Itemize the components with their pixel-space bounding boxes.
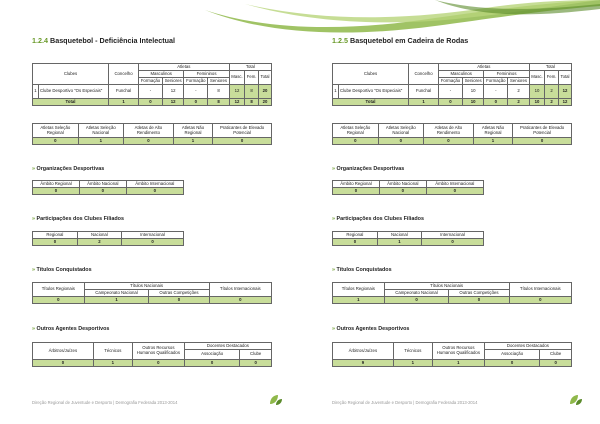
cell: 0 <box>33 360 94 367</box>
header-cell: Títulos Internacionais <box>209 283 271 297</box>
cell: 2 <box>508 85 529 99</box>
header-cell: Atletas Seleção Regional <box>333 124 379 138</box>
table-row <box>33 85 272 99</box>
header-masculinos: Masculinos <box>439 71 484 78</box>
cell: Funchal <box>109 85 139 99</box>
header-fem: Fem. <box>245 71 259 85</box>
cell: 2 <box>508 99 529 106</box>
cell: 8 <box>208 99 229 106</box>
table-row <box>333 297 572 304</box>
header-cell: Títulos Internacionais <box>509 283 571 297</box>
cell: 0 <box>378 138 423 145</box>
header-total-col: Total <box>258 71 271 85</box>
header-cell: Praticantes de Elevado Potencial <box>213 124 272 138</box>
cell: 0 <box>123 138 173 145</box>
header-seniores-f: Seniores <box>208 78 229 85</box>
cell: 10 <box>529 85 545 99</box>
cell: - <box>184 85 208 99</box>
heading-text: Organizações Desportivas <box>336 166 405 172</box>
heading-text: Participações dos Clubes Filiados <box>336 216 424 222</box>
cell: 0 <box>213 138 272 145</box>
header-formacao: Formação <box>439 78 463 85</box>
cell: - <box>439 85 463 99</box>
header-cell: Regional <box>333 232 378 239</box>
cell: 1 <box>109 99 139 106</box>
cell: - <box>139 85 163 99</box>
table-row <box>333 138 572 145</box>
header-masc: Masc. <box>529 71 545 85</box>
cell: 0 <box>184 360 239 367</box>
participations-table <box>32 231 184 246</box>
athletes-table <box>32 63 272 106</box>
header-femininos: Femininos <box>484 71 529 78</box>
header-masculinos: Masculinos <box>139 71 184 78</box>
section-heading: » Outros Agentes Desportivos <box>32 326 110 332</box>
table-row <box>333 85 572 99</box>
cell: 0 <box>422 239 484 246</box>
cell: 12 <box>162 85 183 99</box>
header-cell: Âmbito Internacional <box>126 181 183 188</box>
header-cell: Clube <box>540 350 572 360</box>
cell: 2 <box>77 239 121 246</box>
cell: 0 <box>33 188 80 195</box>
cell: 0 <box>209 297 271 304</box>
cell: 1 <box>33 85 39 99</box>
cell: 12 <box>162 99 183 106</box>
cell: 8 <box>245 99 259 106</box>
cell: 0 <box>509 297 571 304</box>
header-cell: Clube <box>240 350 272 360</box>
section-heading: » Organizações Desportivas <box>32 166 105 172</box>
section-title-text: Basquetebol - Deficiência Intelectual <box>50 36 176 45</box>
header-cell: Atletas Não Regional <box>173 124 212 138</box>
cell: 0 <box>333 239 378 246</box>
section-title <box>332 36 468 45</box>
header-cell: Atletas Seleção Nacional <box>78 124 123 138</box>
cell: 0 <box>33 138 79 145</box>
agents-table <box>332 342 572 367</box>
header-cell: Campeonato Nacional <box>384 290 449 297</box>
table-row <box>33 188 184 195</box>
cell: 0 <box>333 188 380 195</box>
section-heading: » Títulos Conquistados <box>32 267 92 273</box>
header-cell: Associação <box>184 350 239 360</box>
header-cell: Âmbito Nacional <box>79 181 126 188</box>
header-cell: Atletas de Alto Rendimento <box>423 124 473 138</box>
cell: 10 <box>529 99 545 106</box>
cell: 0 <box>540 360 572 367</box>
cell: 12 <box>558 85 571 99</box>
cell: Clube Desportivo "Os Especiais" <box>339 85 409 99</box>
header-clubes: Clubes <box>33 64 109 85</box>
cell: 1 <box>333 297 385 304</box>
header-cell: Âmbito Internacional <box>426 181 483 188</box>
cell: 0 <box>33 297 85 304</box>
header-fem: Fem. <box>545 71 559 85</box>
section-number: 1.2.4 <box>32 36 48 45</box>
total-row <box>33 99 272 106</box>
cell: 0 <box>384 297 449 304</box>
cell: 10 <box>462 85 483 99</box>
cell: 8 <box>208 85 229 99</box>
header-cell: Árbitros/Juízes <box>33 343 94 360</box>
header-cell: Docentes Destacados <box>184 343 271 350</box>
section-title-text: Basquetebol em Cadeira de Rodas <box>350 36 469 45</box>
header-cell: Âmbito Nacional <box>379 181 426 188</box>
header-formacao: Formação <box>139 78 163 85</box>
section-heading: » Participações dos Clubes Filiados <box>332 216 424 222</box>
header-cell: Títulos Nacionais <box>84 283 209 290</box>
header-cell: Atletas de Alto Rendimento <box>123 124 173 138</box>
cell: 0 <box>333 138 379 145</box>
cell: 0 <box>184 99 208 106</box>
cell: 1 <box>78 138 123 145</box>
section-heading: » Títulos Conquistados <box>332 267 392 273</box>
header-cell: Praticantes de Elevado Potencial <box>513 124 572 138</box>
header-cell: Atletas Seleção Regional <box>33 124 79 138</box>
header-cell: Outras Competições <box>149 290 209 297</box>
right-page <box>304 0 596 424</box>
leaf-logo-icon <box>268 393 284 406</box>
header-total: Total <box>529 64 571 71</box>
cell: 0 <box>132 360 184 367</box>
heading-text: Títulos Conquistados <box>36 267 92 273</box>
header-formacao-f: Formação <box>484 78 508 85</box>
cell: 20 <box>258 85 271 99</box>
cell: 0 <box>484 360 539 367</box>
cell: Clube Desportivo "Os Especiais" <box>39 85 109 99</box>
header-cell: Árbitros/Juízes <box>333 343 394 360</box>
header-cell: Atletas Seleção Nacional <box>378 124 423 138</box>
athletes-table <box>332 63 572 106</box>
header-cell: Regional <box>33 232 78 239</box>
cell: 12 <box>558 99 571 106</box>
cell: 0 <box>33 239 78 246</box>
section-heading: » Participações dos Clubes Filiados <box>32 216 124 222</box>
header-cell: Internacional <box>122 232 184 239</box>
header-cell: Âmbito Regional <box>33 181 80 188</box>
cell: 0 <box>139 99 163 106</box>
cell: 1 <box>377 239 421 246</box>
header-cell: Outros Recursos Humanos Qualificados <box>432 343 484 360</box>
selection-table <box>332 123 572 145</box>
organizations-table <box>332 180 484 195</box>
header-femininos: Femininos <box>184 71 229 78</box>
header-concelho: Concelho <box>109 64 139 85</box>
organizations-table <box>32 180 184 195</box>
header-cell: Associação <box>484 350 539 360</box>
section-heading: » Outros Agentes Desportivos <box>332 326 410 332</box>
header-cell: Técnicos <box>93 343 132 360</box>
cell: Total <box>333 99 409 106</box>
cell: 20 <box>258 99 271 106</box>
table-row <box>33 360 272 367</box>
cell: 8 <box>245 85 259 99</box>
cell: 1 <box>432 360 484 367</box>
header-seniores: Seniores <box>162 78 183 85</box>
footer: Direção Regional de Juventude e Desporto | Demografia Federada 2013-2014 <box>32 400 178 405</box>
header-seniores: Seniores <box>462 78 483 85</box>
table-row <box>333 360 572 367</box>
agents-table <box>32 342 272 367</box>
cell: 1 <box>333 85 339 99</box>
table-row <box>333 188 484 195</box>
cell: 2 <box>545 99 559 106</box>
cell: 1 <box>409 99 439 106</box>
left-page <box>4 0 296 424</box>
cell: 1 <box>393 360 432 367</box>
cell: 10 <box>462 99 483 106</box>
cell: 12 <box>229 85 245 99</box>
header-clubes: Clubes <box>333 64 409 85</box>
header-cell: Nacional <box>377 232 421 239</box>
table-row <box>33 138 272 145</box>
header-cell: Títulos Regionais <box>33 283 85 297</box>
cell: 0 <box>379 188 426 195</box>
header-cell: Âmbito Regional <box>333 181 380 188</box>
cell: 1 <box>84 297 149 304</box>
heading-text: Outros Agentes Desportivos <box>336 326 410 332</box>
section-title <box>32 36 175 45</box>
cell: 0 <box>79 188 126 195</box>
cell: Funchal <box>409 85 439 99</box>
header-cell: Outras Competições <box>449 290 509 297</box>
header-cell: Outros Recursos Humanos Qualificados <box>132 343 184 360</box>
cell: 0 <box>126 188 183 195</box>
header-cell: Títulos Nacionais <box>384 283 509 290</box>
cell: Total <box>33 99 109 106</box>
cell: 0 <box>484 99 508 106</box>
header-cell: Internacional <box>422 232 484 239</box>
header-cell: Títulos Regionais <box>333 283 385 297</box>
header-cell: Atletas Não Regional <box>473 124 512 138</box>
heading-text: Participações dos Clubes Filiados <box>36 216 124 222</box>
header-cell: Nacional <box>77 232 121 239</box>
cell: 0 <box>240 360 272 367</box>
header-formacao-f: Formação <box>184 78 208 85</box>
cell: - <box>484 85 508 99</box>
participations-table <box>332 231 484 246</box>
header-atletas: Atletas <box>139 64 230 71</box>
cell: 1 <box>173 138 212 145</box>
header-cell: Técnicos <box>393 343 432 360</box>
cell: 0 <box>423 138 473 145</box>
header-cell: Campeonato Nacional <box>84 290 149 297</box>
table-row <box>333 239 484 246</box>
header-seniores-f: Seniores <box>508 78 529 85</box>
cell: 0 <box>439 99 463 106</box>
cell: 2 <box>545 85 559 99</box>
cell: 0 <box>149 297 209 304</box>
cell: 1 <box>93 360 132 367</box>
titles-table <box>32 282 272 304</box>
cell: 1 <box>473 138 512 145</box>
header-masc: Masc. <box>229 71 245 85</box>
table-row <box>33 297 272 304</box>
footer: Direção Regional de Juventude e Desporto | Demografia Federada 2013-2014 <box>332 400 478 405</box>
header-total-col: Total <box>558 71 571 85</box>
cell: 9 <box>333 360 394 367</box>
header-total: Total <box>229 64 271 71</box>
header-atletas: Atletas <box>439 64 530 71</box>
section-number: 1.2.5 <box>332 36 348 45</box>
titles-table <box>332 282 572 304</box>
heading-text: Outros Agentes Desportivos <box>36 326 110 332</box>
cell: 0 <box>122 239 184 246</box>
total-row <box>333 99 572 106</box>
table-row <box>33 239 184 246</box>
cell: 0 <box>449 297 509 304</box>
heading-text: Títulos Conquistados <box>336 267 392 273</box>
header-concelho: Concelho <box>409 64 439 85</box>
cell: 0 <box>426 188 483 195</box>
header-cell: Docentes Destacados <box>484 343 571 350</box>
heading-text: Organizações Desportivas <box>36 166 105 172</box>
leaf-logo-icon <box>568 393 584 406</box>
cell: 12 <box>229 99 245 106</box>
selection-table <box>32 123 272 145</box>
cell: 0 <box>513 138 572 145</box>
section-heading: » Organizações Desportivas <box>332 166 405 172</box>
